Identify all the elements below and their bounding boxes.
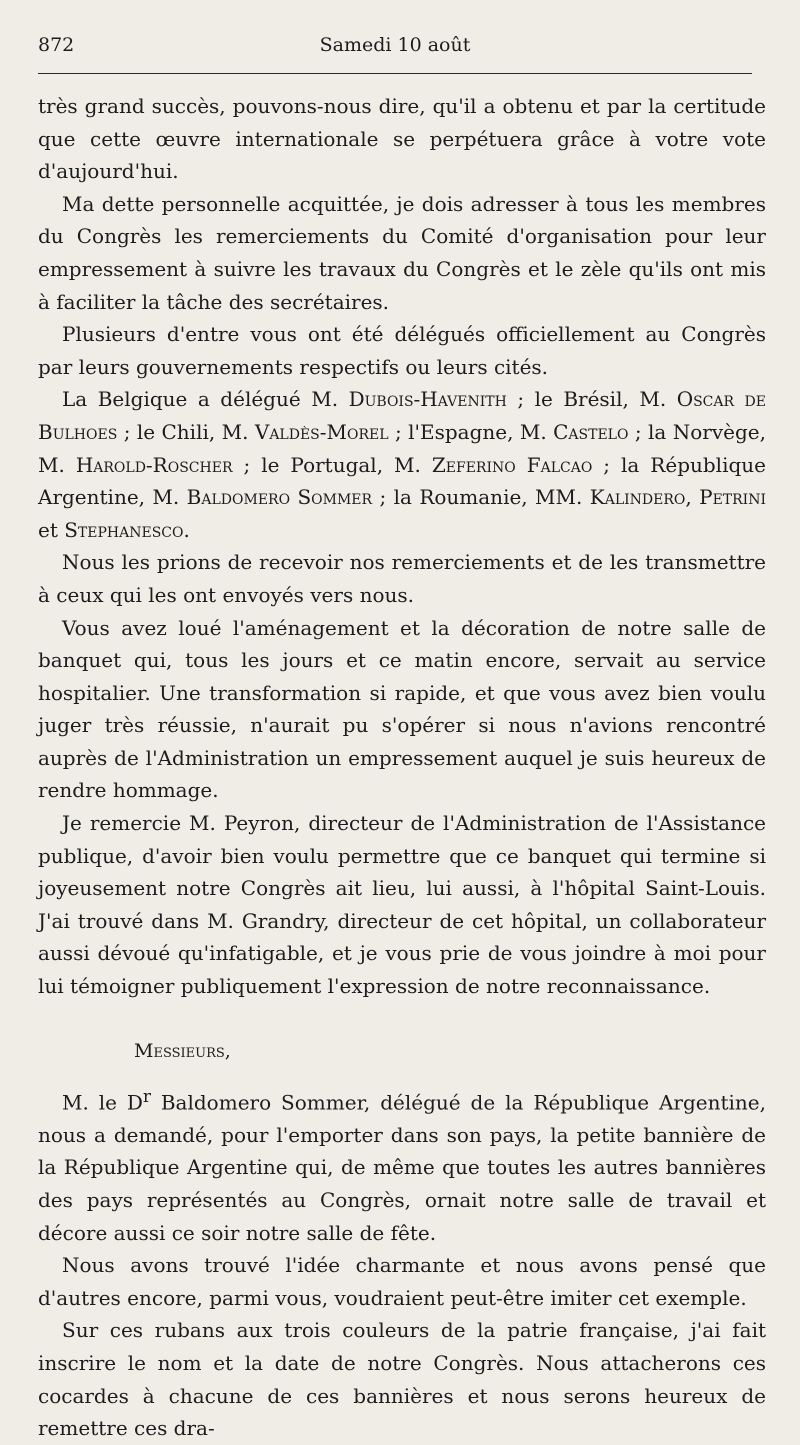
text-run: ; le Portugal, M.: [232, 452, 432, 477]
paragraph: Nous les prions de recevoir nos remerciements et de les transmettre à ceux qui les ont envoyés vers nous.: [38, 550, 766, 607]
delegate-name: Oscar de Bulhoes: [38, 387, 766, 444]
paragraph: Plusieurs d'entre vous ont été délégués officiellement au Congrès par leurs gouvernements respectifs ou leurs cités.: [38, 322, 766, 379]
salutation: Messieurs,: [134, 1039, 231, 1062]
delegate-name: Zeferino Falcao: [431, 452, 593, 477]
text-run: ; la République Argentine, M.: [38, 452, 766, 510]
body-text: [38, 90, 766, 1445]
text-run: ,: [685, 485, 700, 510]
paragraph: Vous avez loué l'aménagement et la décoration de notre salle de banquet qui, tous les jours et ce matin encore, servait au service hospitalier. Une transformation si rapide, et que vous avez bien voulu juger très réussie, n'aurait pu s'opérer si nous n'avions rencontré auprès de l'Administration un empressement auquel je suis heureux de rendre hommage.: [38, 615, 766, 803]
delegate-name: Valdès-Morel: [254, 419, 389, 444]
delegate-name: Dubois-Havenith: [348, 387, 507, 412]
delegate-name: Stephanesco: [64, 517, 184, 542]
text-run: La Belgique a délégué M.: [62, 387, 349, 412]
text-run: ; la Norvège, M.: [38, 419, 766, 477]
text-run: ; le Chili, M.: [117, 419, 255, 444]
delegate-name: Kalindero: [589, 485, 686, 510]
text-run: ; le Brésil, M.: [506, 387, 677, 412]
delegate-name: Castelo: [553, 419, 629, 444]
text-run: .: [183, 517, 190, 542]
superscript: r: [142, 1086, 151, 1106]
text-run: Baldomero Sommer, délégué de la République Argentine, nous a demandé, pour l'emporter dans son pays, la petite bannière de la République Argentine qui, de même que toutes les autres bannières des pays représentés au Congrès, ornait notre salle de travail et décore aussi ce soir notre salle de fête.: [38, 1090, 766, 1245]
text-run: M. le D: [62, 1090, 143, 1115]
text-run: et: [38, 517, 65, 542]
header-rule: [38, 73, 752, 74]
text-run: ; l'Espagne, M.: [388, 419, 554, 444]
sommer-paragraph: [38, 1081, 766, 1250]
delegates-paragraph: [38, 383, 766, 546]
paragraph: Sur ces rubans aux trois couleurs de la patrie française, j'ai fait inscrire le nom et la date de notre Congrès. Nous attacherons ces cocardes à chacune de ces bannières et nous serons heureux de remettre ces dra-: [38, 1318, 766, 1441]
delegate-name: Baldomero Sommer: [186, 485, 373, 510]
paragraph: Nous avons trouvé l'idée charmante et nous avons pensé que d'autres encore, parmi vous, voudraient peut-être imiter cet exemple.: [38, 1253, 766, 1310]
page-number: 872: [38, 34, 75, 56]
paragraph: Ma dette personnelle acquittée, je dois adresser à tous les membres du Congrès les remerciements du Comité d'organisation pour leur empressement à suivre les travaux du Congrès et le zèle qu'ils ont mis à faciliter la tâche des secrétaires.: [38, 191, 766, 314]
paragraph: Je remercie M. Peyron, directeur de l'Administration de l'Assistance publique, d'avoir bien voulu permettre que ce banquet qui termine si joyeusement notre Congrès ait lieu, lui aussi, à l'hôpital Saint-Louis. J'ai trouvé dans M. Grandry, directeur de cet hôpital, un collaborateur aussi dévoué qu'infatigable, et je vous prie de vous joindre à moi pour lui témoigner publiquement l'expression de notre reconnaissance.: [38, 811, 766, 999]
running-title: Samedi 10 août: [319, 34, 471, 56]
delegate-name: Petrini: [699, 485, 766, 510]
page-header: [38, 30, 752, 62]
paragraph-continued: très grand succès, pouvons-nous dire, qu'il a obtenu et par la certitude que cette œuvre internationale se perpétuera grâce à votre vote d'aujourd'hui.: [38, 94, 766, 184]
text-run: ; la Roumanie, MM.: [372, 485, 590, 510]
delegate-name: Harold-Roscher: [75, 452, 233, 477]
